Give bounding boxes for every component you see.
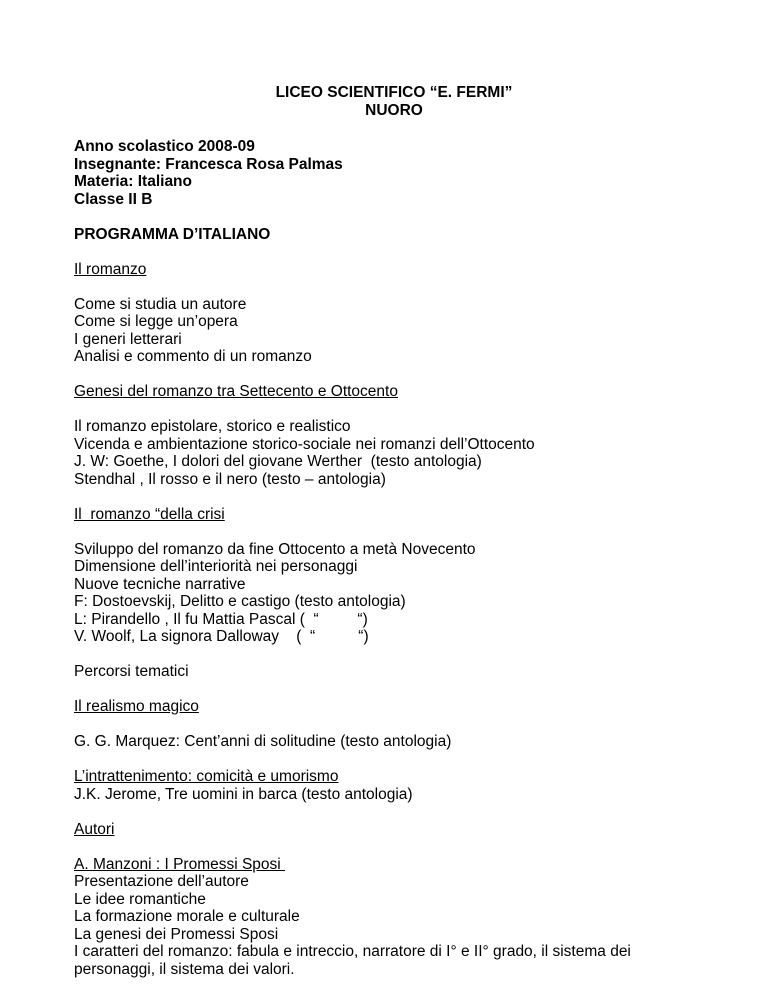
list-item: Come si studia un autore <box>74 295 247 313</box>
section-heading-realismo: Il realismo magico <box>74 698 199 715</box>
list-item: F: Dostoevskij, Delitto e castigo (testo antologia) <box>74 593 406 610</box>
list-item: Nuove tecniche narrative <box>74 575 246 593</box>
list-item: Dimensione dell’interiorità nei personaggi <box>74 558 358 575</box>
percorsi-tematici: Percorsi tematici <box>74 663 189 680</box>
program-title: PROGRAMMA D’ITALIANO <box>74 225 271 243</box>
list-item: Stendhal , Il rosso e il nero (testo – antologia) <box>74 470 386 488</box>
section-heading-crisi: Il romanzo “della crisi <box>74 505 225 523</box>
list-item: La formazione morale e culturale <box>74 908 300 925</box>
document-page <box>74 84 714 978</box>
autori-heading: Autori <box>74 820 115 838</box>
section-heading-manzoni: A. Manzoni : I Promessi Sposi <box>74 855 286 873</box>
list-item: Analisi e commento di un romanzo <box>74 348 312 365</box>
list-item: La genesi dei Promessi Sposi <box>74 925 279 943</box>
subject-name: Materia: Italiano <box>74 173 192 190</box>
list-item: L: Pirandello , Il fu Mattia Pascal ( “ “) <box>74 610 368 628</box>
list-item: I generi letterari <box>74 330 182 348</box>
list-item: Sviluppo del romanzo da fine Ottocento a metà Novecento <box>74 540 476 558</box>
school-city: NUORO <box>365 102 423 119</box>
section-heading-intrattenimento: L’intrattenimento: comicità e umorismo <box>74 768 339 785</box>
list-item: Vicenda e ambientazione storico-sociale nei romanzi dell’Ottocento <box>74 435 535 453</box>
list-item: personaggi, il sistema dei valori. <box>74 960 295 978</box>
list-item: Presentazione dell’autore <box>74 873 249 890</box>
course-info <box>74 138 714 208</box>
class-name: Classe II B <box>74 190 153 208</box>
section-heading-romanzo: Il romanzo <box>74 260 147 278</box>
section-heading-genesi: Genesi del romanzo tra Settecento e Ottocento <box>74 383 398 400</box>
list-item: J. W: Goethe, I dolori del giovane Werther (testo antologia) <box>74 453 482 470</box>
list-item: Le idee romantiche <box>74 890 206 908</box>
list-item: J.K. Jerome, Tre uomini in barca (testo antologia) <box>74 785 413 803</box>
document-header <box>74 84 714 120</box>
school-name: LICEO SCIENTIFICO “E. FERMI” <box>275 84 513 101</box>
school-year: Anno scolastico 2008-09 <box>74 138 255 155</box>
list-item: Il romanzo epistolare, storico e realistico <box>74 418 351 435</box>
list-item: G. G. Marquez: Cent’anni di solitudine (testo antologia) <box>74 733 452 750</box>
list-item: I caratteri del romanzo: fabula e intreccio, narratore di I° e II° grado, il sistema dei <box>74 943 631 960</box>
list-item: Come si legge un’opera <box>74 313 238 330</box>
teacher-name: Insegnante: Francesca Rosa Palmas <box>74 155 343 173</box>
list-item: V. Woolf, La signora Dalloway ( “ “) <box>74 628 369 645</box>
